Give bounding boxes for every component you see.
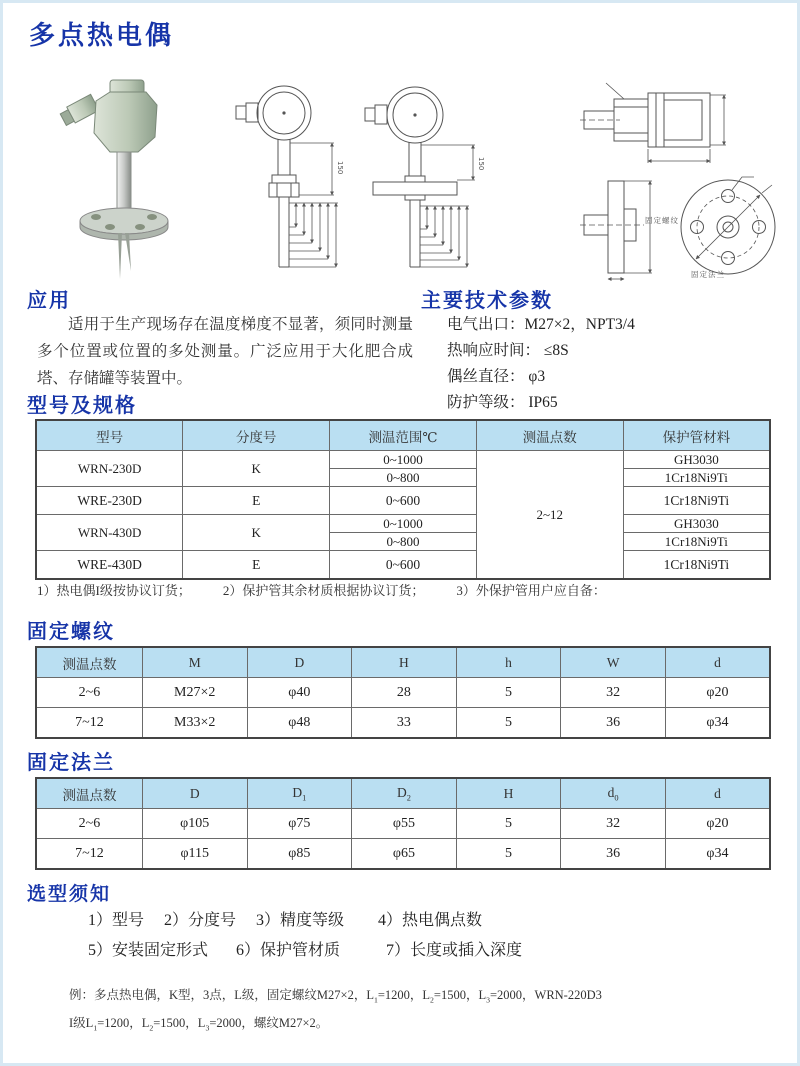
page-title: 多点热电偶 [29, 20, 175, 50]
col-h: h [456, 647, 561, 678]
col-D: D [142, 778, 247, 809]
tech-params-list [447, 312, 635, 416]
cell: 36 [561, 839, 666, 870]
tech-param-item: 电气出口：M27×2，NPT3/4 [447, 316, 635, 333]
cell: 7~12 [36, 839, 142, 870]
cell: φ65 [352, 839, 457, 870]
spec-col-range: 测温范围℃ [330, 420, 477, 451]
flange-type-drawing [355, 79, 490, 279]
cell: 32 [561, 809, 666, 839]
col-H: H [352, 647, 457, 678]
selection-item: 5）安装固定形式 [88, 942, 209, 959]
model-cell: WRE-230D [36, 487, 183, 515]
spec-note: 1）热电偶I级按协议订货； [37, 583, 191, 598]
col-points: 测温点数 [36, 647, 142, 678]
spec-col-points: 测温点数 [476, 420, 623, 451]
cell: φ115 [142, 839, 247, 870]
thread-table [35, 646, 771, 739]
cell: φ20 [665, 809, 770, 839]
table-row [36, 809, 770, 839]
application-text: 适用于生产现场存在温度梯度不显著，须同时测量多个位置或位置的多处测量。广泛应用于大化肥合成塔、存储罐等装置中。 [37, 316, 413, 387]
material-cell: 1Cr18Ni9Ti [623, 469, 770, 487]
connection-head [94, 92, 157, 152]
col-D: D [247, 647, 352, 678]
selection-heading: 选型须知 [27, 884, 112, 905]
col-d0: $d_0$ [561, 778, 666, 809]
cell: 5 [456, 809, 561, 839]
col-D1: $D_1$ [247, 778, 352, 809]
thread-type-drawing [228, 79, 358, 279]
flange-table [35, 777, 771, 870]
range-cell: 0~800 [330, 533, 477, 551]
tech-param-item: 偶丝直径： φ3 [447, 368, 546, 385]
grade-cell: K [183, 451, 330, 487]
cell: 28 [352, 678, 457, 708]
example-line: I级$L_1=1200$，$L_2=1500$，$L_3=2000$，螺纹M27×2。 [69, 1015, 329, 1032]
tech-param-item: 防护等级： IP65 [447, 394, 558, 411]
material-cell: GH3030 [623, 451, 770, 469]
thread-heading: 固定螺纹 [27, 621, 115, 643]
spec-header-row [36, 420, 770, 451]
spec-notes [37, 580, 638, 599]
cell: φ20 [665, 678, 770, 708]
application-heading: 应用 [27, 290, 71, 312]
selection-item: 3）精度等级 [256, 912, 345, 929]
material-cell: GH3030 [623, 515, 770, 533]
spec-col-grade: 分度号 [183, 420, 330, 451]
grade-cell: E [183, 487, 330, 515]
cell: 33 [352, 708, 457, 739]
table-row [36, 487, 770, 515]
table-row [36, 839, 770, 870]
table-row [36, 551, 770, 580]
cell: 36 [561, 708, 666, 739]
cell: M33×2 [142, 708, 247, 739]
neck-length-dim: 150 [477, 157, 485, 171]
table-row [36, 678, 770, 708]
ordering-example [69, 984, 769, 1039]
grade-cell: E [183, 551, 330, 580]
model-cell: WRN-230D [36, 451, 183, 487]
col-D2: $D_2$ [352, 778, 457, 809]
neck-length-dim: 150 [336, 161, 344, 175]
thread-header-row [36, 647, 770, 678]
material-cell: 1Cr18Ni9Ti [623, 551, 770, 580]
model-cell: WRE-430D [36, 551, 183, 580]
selection-item: 4）热电偶点数 [378, 912, 483, 929]
spec-col-model: 型号 [36, 420, 183, 451]
cell: 7~12 [36, 708, 142, 739]
range-cell: 0~1000 [330, 451, 477, 469]
spec-note: 3）外保护管用户应自备： [456, 583, 606, 598]
flange-heading: 固定法兰 [27, 752, 115, 774]
cell: φ85 [247, 839, 352, 870]
spec-note: 2）保护管其余材质根据协议订货； [222, 583, 425, 598]
col-H: H [456, 778, 561, 809]
cable-gland [59, 94, 99, 127]
probe-wire [118, 233, 122, 279]
col-W: W [561, 647, 666, 678]
cell: 2~6 [36, 678, 142, 708]
model-cell: WRN-430D [36, 515, 183, 551]
points-cell: 2~12 [476, 451, 623, 580]
table-row [36, 708, 770, 739]
product-photo [58, 75, 193, 283]
cell: φ48 [247, 708, 352, 739]
spec-table [35, 419, 771, 580]
material-cell: 1Cr18Ni9Ti [623, 533, 770, 551]
grade-cell: K [183, 515, 330, 551]
table-row [36, 451, 770, 469]
cell: 32 [561, 678, 666, 708]
table-row [36, 515, 770, 533]
spec-heading: 型号及规格 [27, 395, 137, 417]
thread-view-caption: 固定螺纹 [645, 216, 679, 225]
selection-row-1 [88, 907, 502, 930]
cell: φ40 [247, 678, 352, 708]
cell: 5 [456, 839, 561, 870]
col-d: d [665, 778, 770, 809]
cell: 5 [456, 678, 561, 708]
material-cell: 1Cr18Ni9Ti [623, 487, 770, 515]
flange-header-row [36, 778, 770, 809]
selection-item: 1）型号 [88, 912, 145, 929]
cell: φ34 [665, 839, 770, 870]
tech-param-item: 热响应时间： ≤8S [447, 342, 569, 359]
flange-view-caption: 固定法兰 [691, 270, 725, 279]
selection-item: 6）保护管材质 [236, 942, 341, 959]
col-d: d [665, 647, 770, 678]
drawings-row [3, 69, 800, 285]
range-cell: 0~600 [330, 551, 477, 580]
example-line: 例：多点热电偶，K型，3点，L级，固定螺纹M27×2，$L_1=1200$，$L_2=1500$，$L_3=2000$，WRN-220D3 [69, 988, 602, 1005]
tech-params-heading: 主要技术参数 [421, 290, 553, 312]
cell: 2~6 [36, 809, 142, 839]
neck-tube [117, 152, 131, 214]
cell: 5 [456, 708, 561, 739]
cell: φ34 [665, 708, 770, 739]
range-cell: 0~600 [330, 487, 477, 515]
mounting-detail-drawing [578, 69, 783, 281]
selection-row-2 [88, 937, 550, 960]
cell: M27×2 [142, 678, 247, 708]
cell: φ55 [352, 809, 457, 839]
range-cell: 0~800 [330, 469, 477, 487]
cell: φ105 [142, 809, 247, 839]
selection-item: 2）分度号 [164, 912, 237, 929]
range-cell: 0~1000 [330, 515, 477, 533]
col-M: M [142, 647, 247, 678]
spec-col-material: 保护管材料 [623, 420, 770, 451]
col-points: 测温点数 [36, 778, 142, 809]
selection-item: 7）长度或插入深度 [386, 942, 523, 959]
cell: φ75 [247, 809, 352, 839]
